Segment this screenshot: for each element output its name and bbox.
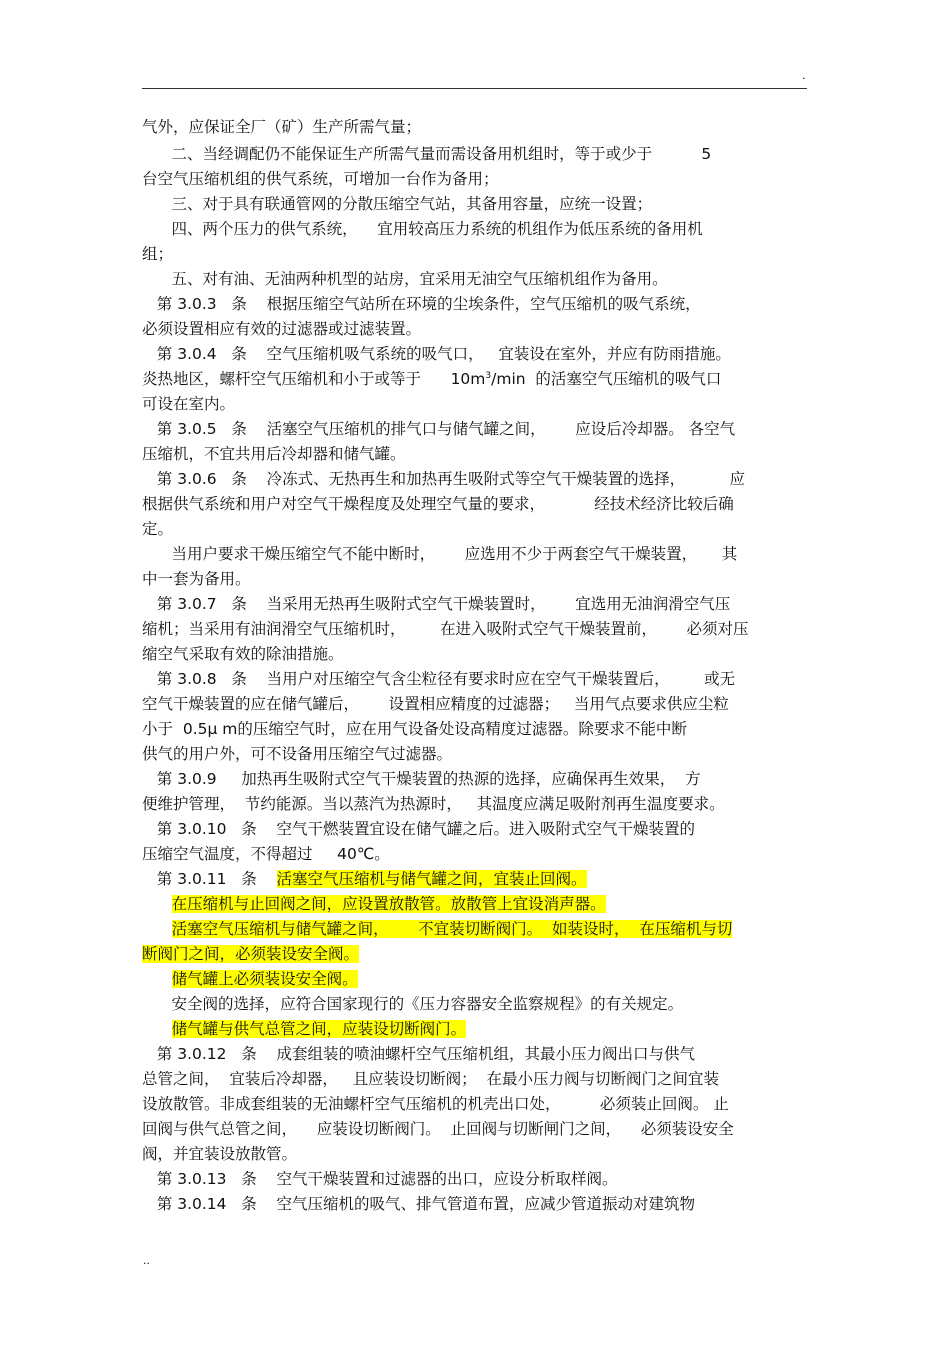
text-line: 第 3.0.13 条 空气干燥装置和过滤器的出口，应设分析取样阀。	[142, 1170, 618, 1188]
text-line: 四、两个压力的供气系统， 宜用较高压力系统的机组作为低压系统的备用机	[142, 220, 703, 238]
text-line	[142, 942, 359, 967]
text-line: 第 3.0.7 条 当采用无热再生吸附式空气干燥装置时， 宜选用无油润滑空气压	[142, 595, 731, 613]
highlighted-text: 活塞空气压缩机与储气罐之间，宜装止回阀。	[276, 870, 587, 888]
text-line	[142, 867, 587, 892]
text-indent	[142, 920, 172, 938]
text-line: 小于 0.5μ m的压缩空气时，应在用气设备处设高精度过滤器。除要求不能中断	[142, 720, 687, 738]
text-line: 压缩机，不宜共用后冷却器和储气罐。	[142, 445, 406, 463]
text-line: 必须设置相应有效的过滤器或过滤装置。	[142, 320, 422, 338]
highlighted-text: 储气罐上必须装设安全阀。	[171, 970, 358, 988]
text-line: 阀，并宜装设放散管。	[142, 1145, 298, 1163]
text-line: 第 3.0.14 条 空气压缩机的吸气、排气管道布置，应减少管道振动对建筑物	[142, 1195, 695, 1213]
highlighted-text: 在压缩机与止回阀之间，应设置放散管。放散管上宜设消声器。	[171, 895, 606, 913]
text-line: 台空气压缩机组的供气系统，可增加一台作为备用；	[142, 170, 499, 188]
text-line: 根据供气系统和用户对空气干燥程度及处理空气量的要求， 经技术经济比较后确	[142, 495, 734, 513]
footer-mark: ..	[143, 1254, 150, 1267]
text-line: 五、对有油、无油两种机型的站房，宜采用无油空气压缩机组作为备用。	[142, 270, 668, 288]
text-line: 气外，应保证全厂（矿）生产所需气量；	[142, 118, 422, 136]
text-line: 第 3.0.10 条 空气干燃装置宜设在储气罐之后。进入吸附式空气干燥装置的	[142, 820, 695, 838]
header-corner-mark: .	[802, 69, 806, 82]
text-segment: 第 3.0.11 条	[142, 870, 277, 888]
text-line	[142, 1017, 466, 1042]
text-line: 当用户要求干燥压缩空气不能中断时， 应选用不少于两套空气干燥装置， 其	[142, 545, 738, 563]
header-rule	[142, 88, 807, 89]
text-line: 第 3.0.3 条 根据压缩空气站所在环境的尘埃条件，空气压缩机的吸气系统，	[142, 295, 701, 313]
text-line: 供气的用户外，可不设备用压缩空气过滤器。	[142, 745, 453, 763]
text-line	[142, 967, 358, 992]
highlighted-text: 断阀门之间，必须装设安全阀。	[142, 945, 360, 963]
text-line: 定。	[142, 520, 174, 538]
text-line: 三、对于具有联通管网的分散压缩空气站，其备用容量，应统一设置；	[142, 195, 653, 213]
text-line: 第 3.0.8 条 当用户对压缩空气含尘粒径有要求时应在空气干燥装置后， 或无	[142, 670, 736, 688]
text-indent	[142, 970, 172, 988]
text-line: 缩机；当采用有油润滑空气压缩机时， 在进入吸附式空气干燥装置前， 必须对压	[142, 620, 749, 638]
text-line: 缩空气采取有效的除油措施。	[142, 645, 344, 663]
text-line: 便维护管理， 节约能源。当以蒸汽为热源时， 其温度应满足吸附剂再生温度要求。	[142, 795, 725, 813]
text-line	[142, 917, 732, 942]
text-line: 第 3.0.5 条 活塞空气压缩机的排气口与储气罐之间， 应设后冷却器。 各空气	[142, 420, 736, 438]
text-line: 中一套为备用。	[142, 570, 251, 588]
text-line: 设放散管。非成套组装的无油螺杆空气压缩机的机壳出口处， 必须装止回阀。 止	[142, 1095, 729, 1113]
text-line: 第 3.0.6 条 冷冻式、无热再生和加热再生吸附式等空气干燥装置的选择， 应	[142, 470, 745, 488]
superscript: 3	[485, 370, 492, 381]
text-line: 第 3.0.4 条 空气压缩机吸气系统的吸气口， 宜装设在室外，并应有防雨措施。	[142, 345, 731, 363]
text-indent	[142, 895, 172, 913]
highlighted-text: 活塞空气压缩机与储气罐之间， 不宜装切断阀门。 如装设时， 在压缩机与切	[171, 920, 733, 938]
text-line: 可设在室内。	[142, 395, 236, 413]
text-segment: 炎热地区，螺杆空气压缩机和小于或等于 10m	[142, 370, 486, 388]
text-line: 空气干燥装置的应在储气罐后， 设置相应精度的过滤器； 当用气点要求供应尘粒	[142, 695, 729, 713]
text-line: 第 3.0.12 条 成套组装的喷油螺杆空气压缩机组，其最小压力阀出口与供气	[142, 1045, 695, 1063]
text-segment: /min 的活塞空气压缩机的吸气口	[491, 370, 722, 388]
text-indent	[142, 1020, 172, 1038]
text-line: 组；	[142, 245, 174, 263]
text-line: 回阀与供气总管之间， 应装设切断阀门。 止回阀与切断闸门之间， 必须装设安全	[142, 1120, 734, 1138]
text-line: 总管之间， 宜装后冷却器， 且应装设切断阀； 在最小压力阀与切断阀门之间宜装	[142, 1070, 719, 1088]
text-line	[142, 892, 606, 917]
highlighted-text: 储气罐与供气总管之间，应装设切断阀门。	[171, 1020, 467, 1038]
text-line: 二、当经调配仍不能保证生产所需气量而需设备用机组时，等于或少于 5	[142, 145, 712, 163]
text-line: 第 3.0.9 加热再生吸附式空气干燥装置的热源的选择，应确保再生效果， 方	[142, 770, 701, 788]
text-line: 安全阀的选择，应符合国家现行的《压力容器安全监察规程》的有关规定。	[142, 995, 684, 1013]
text-line: 压缩空气温度，不得超过 40℃。	[142, 845, 390, 863]
text-line	[142, 367, 721, 392]
